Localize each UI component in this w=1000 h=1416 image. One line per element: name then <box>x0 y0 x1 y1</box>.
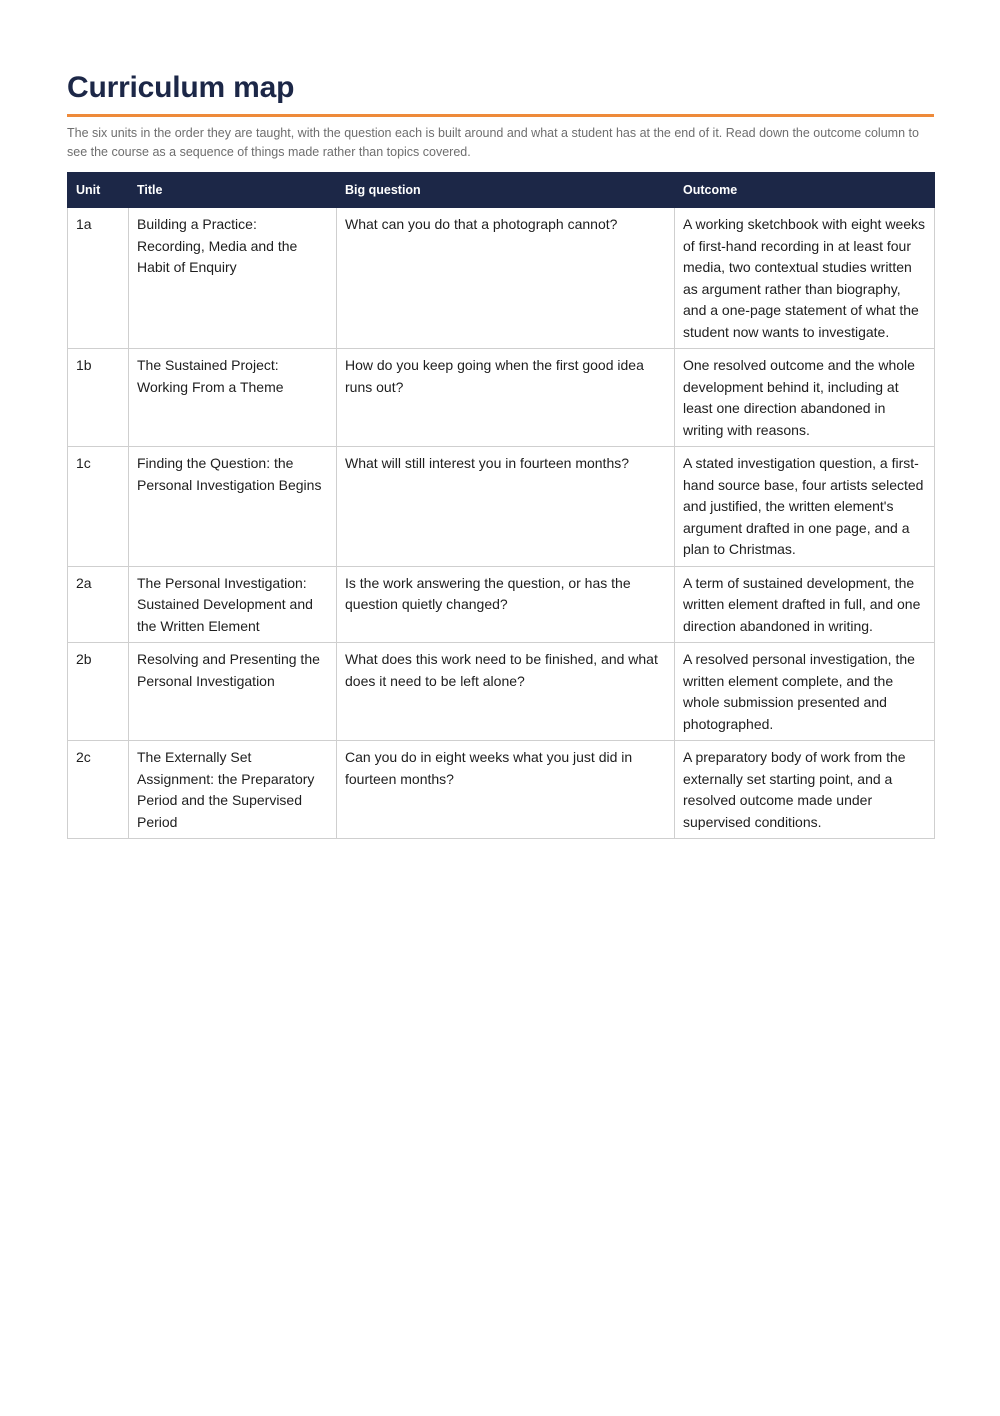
table-row <box>68 643 935 741</box>
cell-title: Finding the Question: the Personal Investigation Begins <box>129 447 337 567</box>
cell-outcome: A preparatory body of work from the externally set starting point, and a resolved outcome made under supervised conditions. <box>675 741 935 839</box>
cell-title: Building a Practice: Recording, Media and the Habit of Enquiry <box>129 208 337 349</box>
cell-unit: 2a <box>68 566 129 643</box>
cell-outcome: A resolved personal investigation, the written element complete, and the whole submission presented and photographed. <box>675 643 935 741</box>
table-header-row <box>68 173 935 208</box>
cell-big-question: Can you do in eight weeks what you just did in fourteen months? <box>337 741 675 839</box>
cell-unit: 1a <box>68 208 129 349</box>
header-outcome: Outcome <box>675 173 935 208</box>
cell-big-question: What will still interest you in fourteen months? <box>337 447 675 567</box>
header-title: Title <box>129 173 337 208</box>
cell-big-question: Is the work answering the question, or has the question quietly changed? <box>337 566 675 643</box>
table-row <box>68 741 935 839</box>
table-row <box>68 447 935 567</box>
cell-big-question: What does this work need to be finished, and what does it need to be left alone? <box>337 643 675 741</box>
page-title: Curriculum map <box>67 71 295 104</box>
cell-title: The Externally Set Assignment: the Preparatory Period and the Supervised Period <box>129 741 337 839</box>
cell-title: The Sustained Project: Working From a Theme <box>129 349 337 447</box>
intro-paragraph: The six units in the order they are taught, with the question each is built around and what a student has at the end of it. Read down the outcome column to see the course as a sequence of things made rather than topics covered. <box>67 126 919 159</box>
table-row <box>68 208 935 349</box>
header-big-question: Big question <box>337 173 675 208</box>
cell-unit: 2c <box>68 741 129 839</box>
cell-title: The Personal Investigation: Sustained Development and the Written Element <box>129 566 337 643</box>
cell-outcome: A working sketchbook with eight weeks of first-hand recording in at least four media, two contextual studies written as argument rather than biography, and a one-page statement of what the student now wants to investigate. <box>675 208 935 349</box>
header-unit: Unit <box>68 173 129 208</box>
cell-outcome: One resolved outcome and the whole development behind it, including at least one direction abandoned in writing with reasons. <box>675 349 935 447</box>
cell-outcome: A stated investigation question, a first-hand source base, four artists selected and justified, the written element's argument drafted in one page, and a plan to Christmas. <box>675 447 935 567</box>
cell-title: Resolving and Presenting the Personal Investigation <box>129 643 337 741</box>
cell-unit: 1b <box>68 349 129 447</box>
table-row <box>68 566 935 643</box>
cell-unit: 2b <box>68 643 129 741</box>
cell-big-question: How do you keep going when the first good idea runs out? <box>337 349 675 447</box>
cell-big-question: What can you do that a photograph cannot? <box>337 208 675 349</box>
curriculum-table <box>67 172 935 839</box>
cell-outcome: A term of sustained development, the written element drafted in full, and one direction abandoned in writing. <box>675 566 935 643</box>
cell-unit: 1c <box>68 447 129 567</box>
title-underline <box>67 114 934 117</box>
table-row <box>68 349 935 447</box>
